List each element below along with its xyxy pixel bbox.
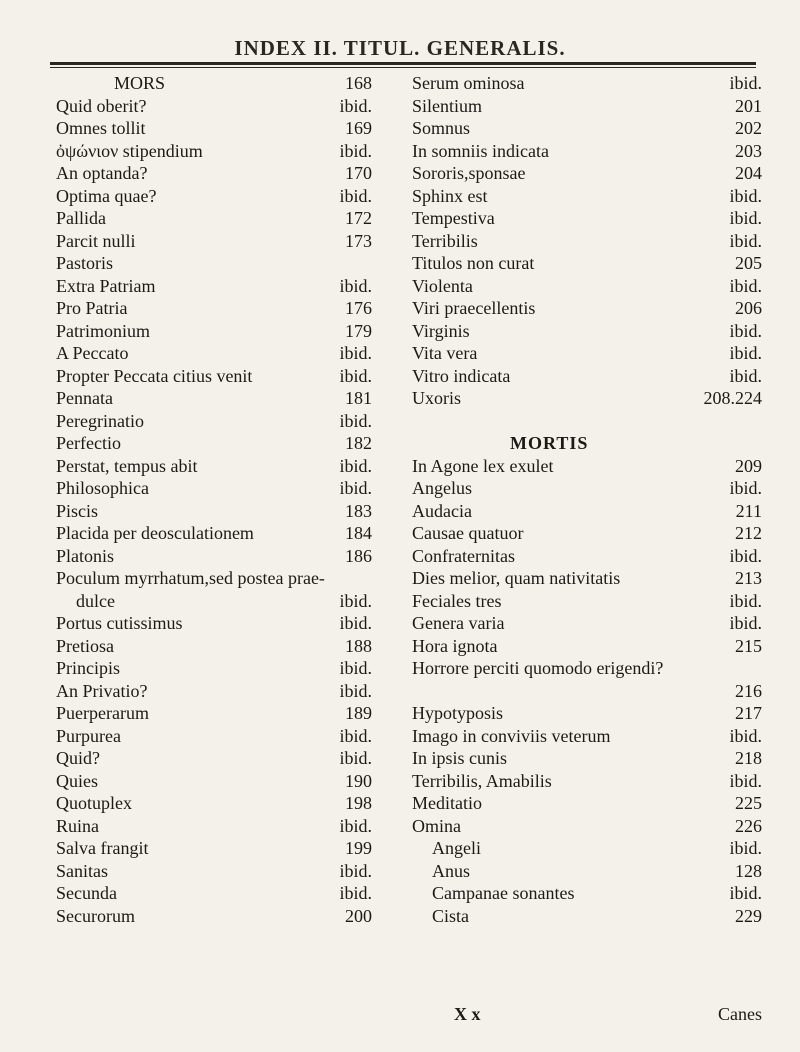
entry-term: Dies melior, quam nativitatis: [412, 568, 621, 588]
index-entry: [56, 882, 386, 905]
index-entry: [412, 612, 762, 635]
entry-page-number: ibid.: [339, 860, 372, 881]
index-entry: [56, 635, 386, 658]
index-entry: [412, 657, 762, 680]
signature-mark: X x: [454, 1004, 481, 1024]
entry-term: Genera varia: [412, 613, 505, 633]
entry-page-number: 181: [345, 388, 372, 408]
right-index-column: [412, 72, 762, 927]
index-entry: [56, 725, 386, 748]
entry-page-number: ibid.: [729, 73, 762, 93]
entry-page-number: ibid.: [729, 343, 762, 363]
entry-page-number: 182: [345, 433, 372, 453]
entry-term: Purpurea: [56, 725, 121, 746]
entry-term: MORTIS: [510, 433, 589, 453]
entry-term: Audacia: [412, 500, 472, 521]
entry-page-number: 172: [345, 208, 372, 228]
entry-term: Optima quae?: [56, 185, 157, 206]
entry-term: Tempestiva: [412, 208, 495, 228]
index-entry: [56, 230, 386, 253]
index-entry: [412, 702, 762, 725]
entry-page-number: ibid.: [729, 365, 762, 386]
entry-term: In ipsis cunis: [412, 748, 508, 768]
entry-page-number: ibid.: [339, 343, 372, 363]
entry-page-number: 206: [735, 298, 762, 318]
index-entry: [412, 410, 762, 433]
index-heading: [56, 72, 386, 95]
entry-page-number: 188: [345, 635, 372, 656]
entry-page-number: ibid.: [729, 590, 762, 611]
entry-term: Viri praecellentis: [412, 298, 536, 318]
index-entry: [56, 770, 386, 793]
entry-page-number: ibid.: [339, 883, 372, 903]
entry-page-number: ibid.: [339, 680, 372, 701]
entry-term: An Privatio?: [56, 680, 148, 701]
index-entry: [412, 635, 762, 658]
entry-page-number: ibid.: [339, 658, 372, 678]
index-entry: [412, 207, 762, 230]
entry-page-number: 200: [345, 905, 372, 926]
entry-page-number: 199: [345, 838, 372, 858]
entry-page-number: 173: [345, 230, 372, 251]
entry-term: Campanae sonantes: [432, 883, 575, 903]
entry-term: Sororis,sponsae: [412, 163, 526, 183]
entry-page-number: 186: [345, 545, 372, 566]
index-entry: [412, 590, 762, 613]
entry-term: Perfectio: [56, 433, 121, 453]
index-entry: [412, 770, 762, 793]
entry-term: Confraternitas: [412, 545, 515, 566]
entry-page-number: ibid.: [339, 410, 372, 431]
entry-term: Violenta: [412, 275, 473, 296]
index-entry: [412, 815, 762, 838]
entry-term: Cista: [432, 905, 470, 926]
entry-term: Causae quatuor: [412, 523, 524, 543]
entry-page-number: 218: [735, 748, 762, 768]
entry-term: dulce: [76, 590, 115, 611]
index-entry: [56, 792, 386, 815]
entry-term: Anus: [432, 860, 471, 881]
entry-term: Portus cutissimus: [56, 613, 183, 633]
entry-term: Propter Peccata citius venit: [56, 365, 253, 386]
index-entry: [56, 815, 386, 838]
entry-term: Parcit nulli: [56, 230, 136, 251]
entry-term: Horrore perciti quomodo erigendi?: [412, 658, 664, 678]
entry-page-number: 128: [735, 860, 762, 881]
entry-term: Angeli: [432, 838, 481, 858]
index-entry: [56, 432, 386, 455]
entry-page-number: ibid.: [729, 478, 762, 498]
index-entry: [412, 185, 762, 208]
entry-term: Philosophica: [56, 478, 149, 498]
entry-term: Peregrinatio: [56, 410, 144, 431]
entry-page-number: ibid.: [729, 725, 762, 746]
index-entry: [56, 702, 386, 725]
entry-term: Securorum: [56, 905, 135, 926]
entry-term: Quid?: [56, 748, 100, 768]
index-entry: [412, 365, 762, 388]
entry-term: Somnus: [412, 118, 471, 138]
entry-term: Omnes tollit: [56, 118, 146, 138]
entry-term: Perstat, tempus abit: [56, 455, 198, 476]
entry-page-number: 226: [735, 815, 762, 836]
index-entry: [412, 455, 762, 478]
index-entry: [412, 747, 762, 770]
entry-term: Feciales tres: [412, 590, 502, 611]
entry-page-number: 215: [735, 635, 762, 656]
index-entry: [412, 522, 762, 545]
index-entry: [412, 342, 762, 365]
index-heading: [412, 432, 762, 455]
entry-page-number: 168: [345, 73, 372, 93]
entry-page-number: 212: [735, 523, 762, 543]
entry-term: Vitro indicata: [412, 365, 511, 386]
entry-term: Meditatio: [412, 793, 482, 813]
index-entry: [56, 612, 386, 635]
entry-page-number: 217: [735, 703, 762, 723]
entry-page-number: ibid.: [339, 725, 372, 746]
entry-term: Pastoris: [56, 253, 114, 273]
entry-page-number: 202: [735, 118, 762, 138]
index-entry: [56, 860, 386, 883]
entry-term: Secunda: [56, 883, 117, 903]
entry-page-number: ibid.: [729, 770, 762, 791]
index-entry: [56, 410, 386, 433]
entry-term: In somniis indicata: [412, 140, 549, 161]
entry-term: Pro Patria: [56, 298, 128, 318]
entry-term: Virginis: [412, 320, 470, 341]
entry-page-number: ibid.: [339, 455, 372, 476]
entry-page-number: 211: [735, 500, 762, 521]
index-entry: [412, 725, 762, 748]
entry-page-number: 213: [735, 568, 762, 588]
entry-page-number: 204: [735, 163, 762, 183]
left-index-column: [56, 72, 386, 927]
entry-term: Principis: [56, 658, 121, 678]
entry-term: Poculum myrrhatum,sed postea prae-: [56, 568, 325, 588]
index-entry: [412, 545, 762, 568]
header-rule-thick: [50, 62, 756, 65]
index-entry: [412, 477, 762, 500]
index-entry: [412, 680, 762, 703]
entry-term: Placida per deosculationem: [56, 523, 254, 543]
index-entry: [56, 162, 386, 185]
entry-page-number: 225: [735, 793, 762, 813]
index-entry: [56, 387, 386, 410]
index-entry: [412, 500, 762, 523]
entry-term: An optanda?: [56, 163, 148, 183]
entry-page-number: 184: [345, 523, 372, 543]
index-entry: [412, 387, 762, 410]
entry-term: Puerperarum: [56, 703, 149, 723]
index-entry: [56, 657, 386, 680]
entry-term: Silentium: [412, 95, 483, 116]
index-entry: [412, 297, 762, 320]
index-entry: [412, 162, 762, 185]
index-entry: [56, 455, 386, 478]
entry-page-number: ibid.: [729, 208, 762, 228]
entry-term: Terribilis: [412, 230, 478, 251]
entry-page-number: 183: [345, 500, 372, 521]
index-entry: [412, 320, 762, 343]
entry-page-number: 190: [345, 770, 372, 791]
page-title: INDEX II. TITUL. GENERALIS.: [234, 36, 566, 60]
entry-page-number: ibid.: [339, 815, 372, 836]
entry-page-number: 189: [345, 703, 372, 723]
entry-page-number: ibid.: [729, 613, 762, 633]
index-entry: [56, 522, 386, 545]
index-entry: [56, 185, 386, 208]
index-entry: [56, 747, 386, 770]
index-entry: [412, 792, 762, 815]
entry-page-number: 201: [735, 95, 762, 116]
entry-term: Extra Patriam: [56, 275, 156, 296]
entry-term: Uxoris: [412, 388, 461, 408]
entry-page-number: ibid.: [339, 590, 372, 611]
entry-page-number: ibid.: [339, 140, 372, 161]
entry-page-number: ibid.: [729, 275, 762, 296]
entry-page-number: ibid.: [729, 838, 762, 858]
entry-term: Hora ignota: [412, 635, 498, 656]
index-entry: [56, 342, 386, 365]
entry-page-number: ibid.: [729, 230, 762, 251]
entry-page-number: 170: [345, 163, 372, 183]
entry-page-number: ibid.: [339, 478, 372, 498]
index-entry: [56, 905, 386, 928]
index-entry: [56, 117, 386, 140]
entry-term: Serum ominosa: [412, 73, 525, 93]
index-entry: [56, 567, 386, 590]
index-entry: [56, 140, 386, 163]
entry-term: Salva frangit: [56, 838, 149, 858]
index-entry: [412, 567, 762, 590]
entry-term: MORS: [114, 73, 166, 93]
entry-page-number: ibid.: [729, 185, 762, 206]
index-entry: [56, 545, 386, 568]
entry-page-number: 198: [345, 793, 372, 813]
entry-term: Terribilis, Amabilis: [412, 770, 552, 791]
entry-term: Quotuplex: [56, 793, 132, 813]
index-entry: [412, 882, 762, 905]
entry-page-number: 205: [735, 253, 762, 273]
index-entry: [56, 207, 386, 230]
entry-term: Angelus: [412, 478, 472, 498]
entry-page-number: ibid.: [339, 748, 372, 768]
index-entry: [56, 252, 386, 275]
entry-term: Platonis: [56, 545, 115, 566]
entry-page-number: ibid.: [729, 883, 762, 903]
index-entry: [56, 680, 386, 703]
entry-term: Sphinx est: [412, 185, 488, 206]
entry-page-number: 208.224: [703, 388, 762, 408]
entry-term: Hypotyposis: [412, 703, 504, 723]
index-entry: [412, 95, 762, 118]
index-entry: [412, 72, 762, 95]
index-entry: [56, 590, 386, 613]
index-entry: [412, 275, 762, 298]
index-entry: [412, 252, 762, 275]
entry-page-number: 179: [345, 320, 372, 341]
entry-page-number: ibid.: [339, 275, 372, 296]
entry-term: Pallida: [56, 208, 106, 228]
entry-term: Vita vera: [412, 343, 478, 363]
entry-term: Pretiosa: [56, 635, 114, 656]
index-entry: [412, 117, 762, 140]
index-entry: [56, 477, 386, 500]
entry-page-number: ibid.: [339, 613, 372, 633]
index-entry: [412, 140, 762, 163]
entry-term: Ruina: [56, 815, 99, 836]
entry-term: In Agone lex exulet: [412, 455, 554, 476]
index-entry: [56, 365, 386, 388]
entry-page-number: ibid.: [729, 320, 762, 341]
entry-page-number: ibid.: [339, 185, 372, 206]
catchword: Canes: [718, 1004, 762, 1024]
entry-term: Omina: [412, 815, 461, 836]
entry-term: Quid oberit?: [56, 95, 147, 116]
entry-page-number: 209: [735, 455, 762, 476]
entry-page-number: ibid.: [339, 365, 372, 386]
index-entry: [412, 905, 762, 928]
entry-term: Imago in conviviis veterum: [412, 725, 611, 746]
index-entry: [56, 837, 386, 860]
entry-page-number: 216: [735, 680, 762, 701]
index-entry: [56, 275, 386, 298]
entry-term: Patrimonium: [56, 320, 150, 341]
entry-term: Quies: [56, 770, 98, 791]
entry-page-number: 169: [345, 118, 372, 138]
header-rule-thin: [50, 67, 756, 68]
index-entry: [56, 320, 386, 343]
index-entry: [412, 860, 762, 883]
entry-page-number: 203: [735, 140, 762, 161]
entry-page-number: ibid.: [729, 545, 762, 566]
entry-term: ὀψώνιον stipendium: [56, 140, 203, 161]
index-entry: [56, 500, 386, 523]
entry-term: Titulos non curat: [412, 253, 535, 273]
entry-term: A Peccato: [56, 343, 129, 363]
index-entry: [412, 837, 762, 860]
entry-term: Pennata: [56, 388, 113, 408]
index-entry: [56, 95, 386, 118]
entry-page-number: 229: [735, 905, 762, 926]
entry-page-number: 176: [345, 298, 372, 318]
index-entry: [412, 230, 762, 253]
entry-term: Sanitas: [56, 860, 108, 881]
index-entry: [56, 297, 386, 320]
entry-term: Piscis: [56, 500, 99, 521]
entry-page-number: ibid.: [339, 95, 372, 116]
